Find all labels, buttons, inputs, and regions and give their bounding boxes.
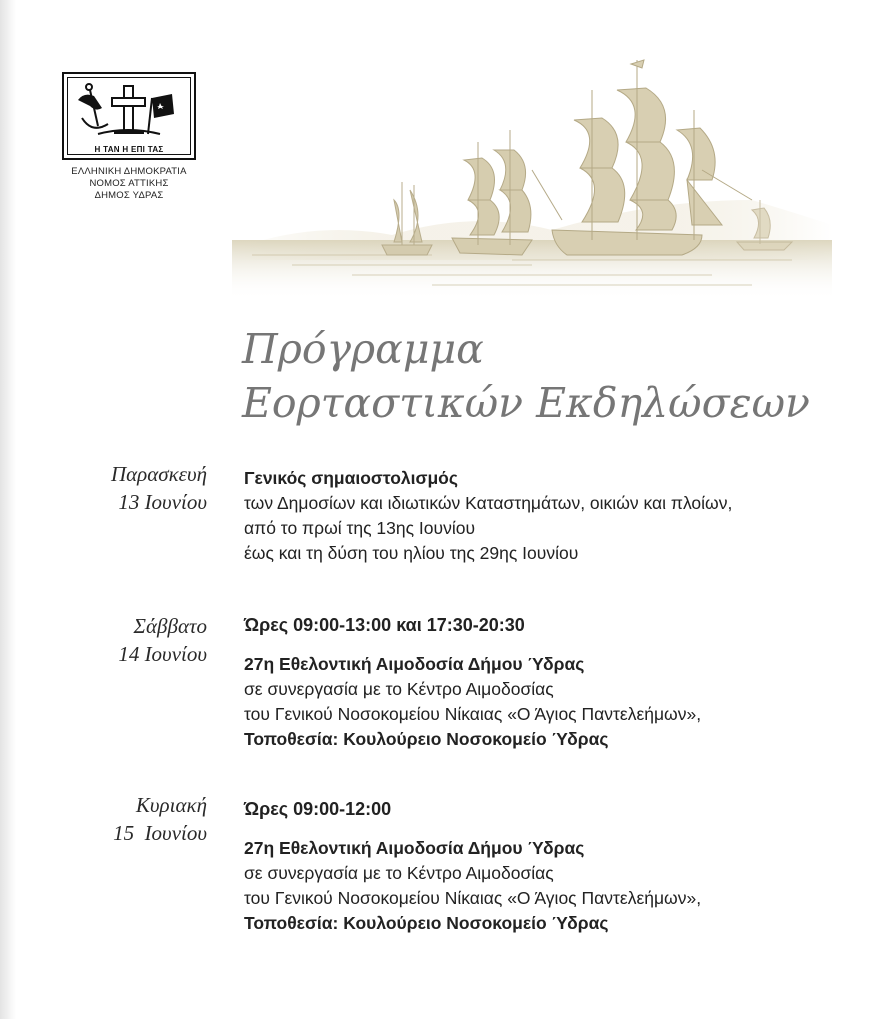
issuing-authority xyxy=(40,166,218,202)
event-hours: Ώρες 09:00-13:00 και 17:30-20:30 xyxy=(244,615,525,635)
event-line: του Γενικού Νοσοκομείου Νίκαιας «Ο Άγιος Παντελεήμων», xyxy=(244,888,702,908)
event-date: 14 Ιουνίου xyxy=(118,642,207,666)
event-location: Τοποθεσία: Κουλούρειο Νοσοκομείο Ύδρας xyxy=(244,729,609,749)
emblem-anchor-cross-flag-icon xyxy=(68,78,190,144)
event-day-sunday xyxy=(113,791,207,847)
event-hours: Ώρες 09:00-12:00 xyxy=(244,799,392,819)
authority-line: ΕΛΛΗΝΙΚΗ ΔΗΜΟΚΡΑΤΙΑ xyxy=(71,166,187,177)
event-line: έως και τη δύση του ηλίου της 29ης Ιουνίου xyxy=(244,543,579,563)
authority-line: ΔΗΜΟΣ ΥΔΡΑΣ xyxy=(94,190,164,201)
event-line: σε συνεργασία με το Κέντρο Αιμοδοσίας xyxy=(244,679,554,699)
event-description xyxy=(244,797,701,936)
title-line: Πρόγραμμα xyxy=(242,325,484,373)
event-heading: 27η Εθελοντική Αιμοδοσία Δήμου Ύδρας xyxy=(244,838,585,858)
emblem-motto: Η ΤΑΝ Η ΕΠΙ ΤΑΣ xyxy=(94,145,164,154)
event-description xyxy=(244,466,732,566)
title-line: Εορταστικών Εκδηλώσεων xyxy=(242,379,810,427)
event-line: από το πρωί της 13ης Ιουνίου xyxy=(244,518,476,538)
sailing-ships-illustration xyxy=(232,50,832,300)
event-weekday: Κυριακή xyxy=(135,793,207,817)
authority-line: ΝΟΜΟΣ ΑΤΤΙΚΗΣ xyxy=(89,178,169,189)
page-title xyxy=(242,322,810,430)
event-date: 15 Ιουνίου xyxy=(113,821,207,845)
event-location: Τοποθεσία: Κουλούρειο Νοσοκομείο Ύδρας xyxy=(244,913,609,933)
event-line: σε συνεργασία με το Κέντρο Αιμοδοσίας xyxy=(244,863,554,883)
event-weekday: Σάββατο xyxy=(133,614,207,638)
event-weekday: Παρασκευή xyxy=(110,462,207,486)
event-line: των Δημοσίων και ιδιωτικών Καταστημάτων, οικιών και πλοίων, xyxy=(244,493,733,513)
event-day-friday xyxy=(111,460,207,516)
municipal-emblem xyxy=(62,72,196,160)
event-date: 13 Ιουνίου xyxy=(118,490,207,514)
event-heading: Γενικός σημαιοστολισμός xyxy=(244,468,458,488)
event-line: του Γενικού Νοσοκομείου Νίκαιας «Ο Άγιος Παντελεήμων», xyxy=(244,704,702,724)
event-description xyxy=(244,613,701,752)
event-heading: 27η Εθελοντική Αιμοδοσία Δήμου Ύδρας xyxy=(244,654,585,674)
event-day-saturday xyxy=(118,612,207,668)
page-edge-shadow xyxy=(0,0,16,1019)
